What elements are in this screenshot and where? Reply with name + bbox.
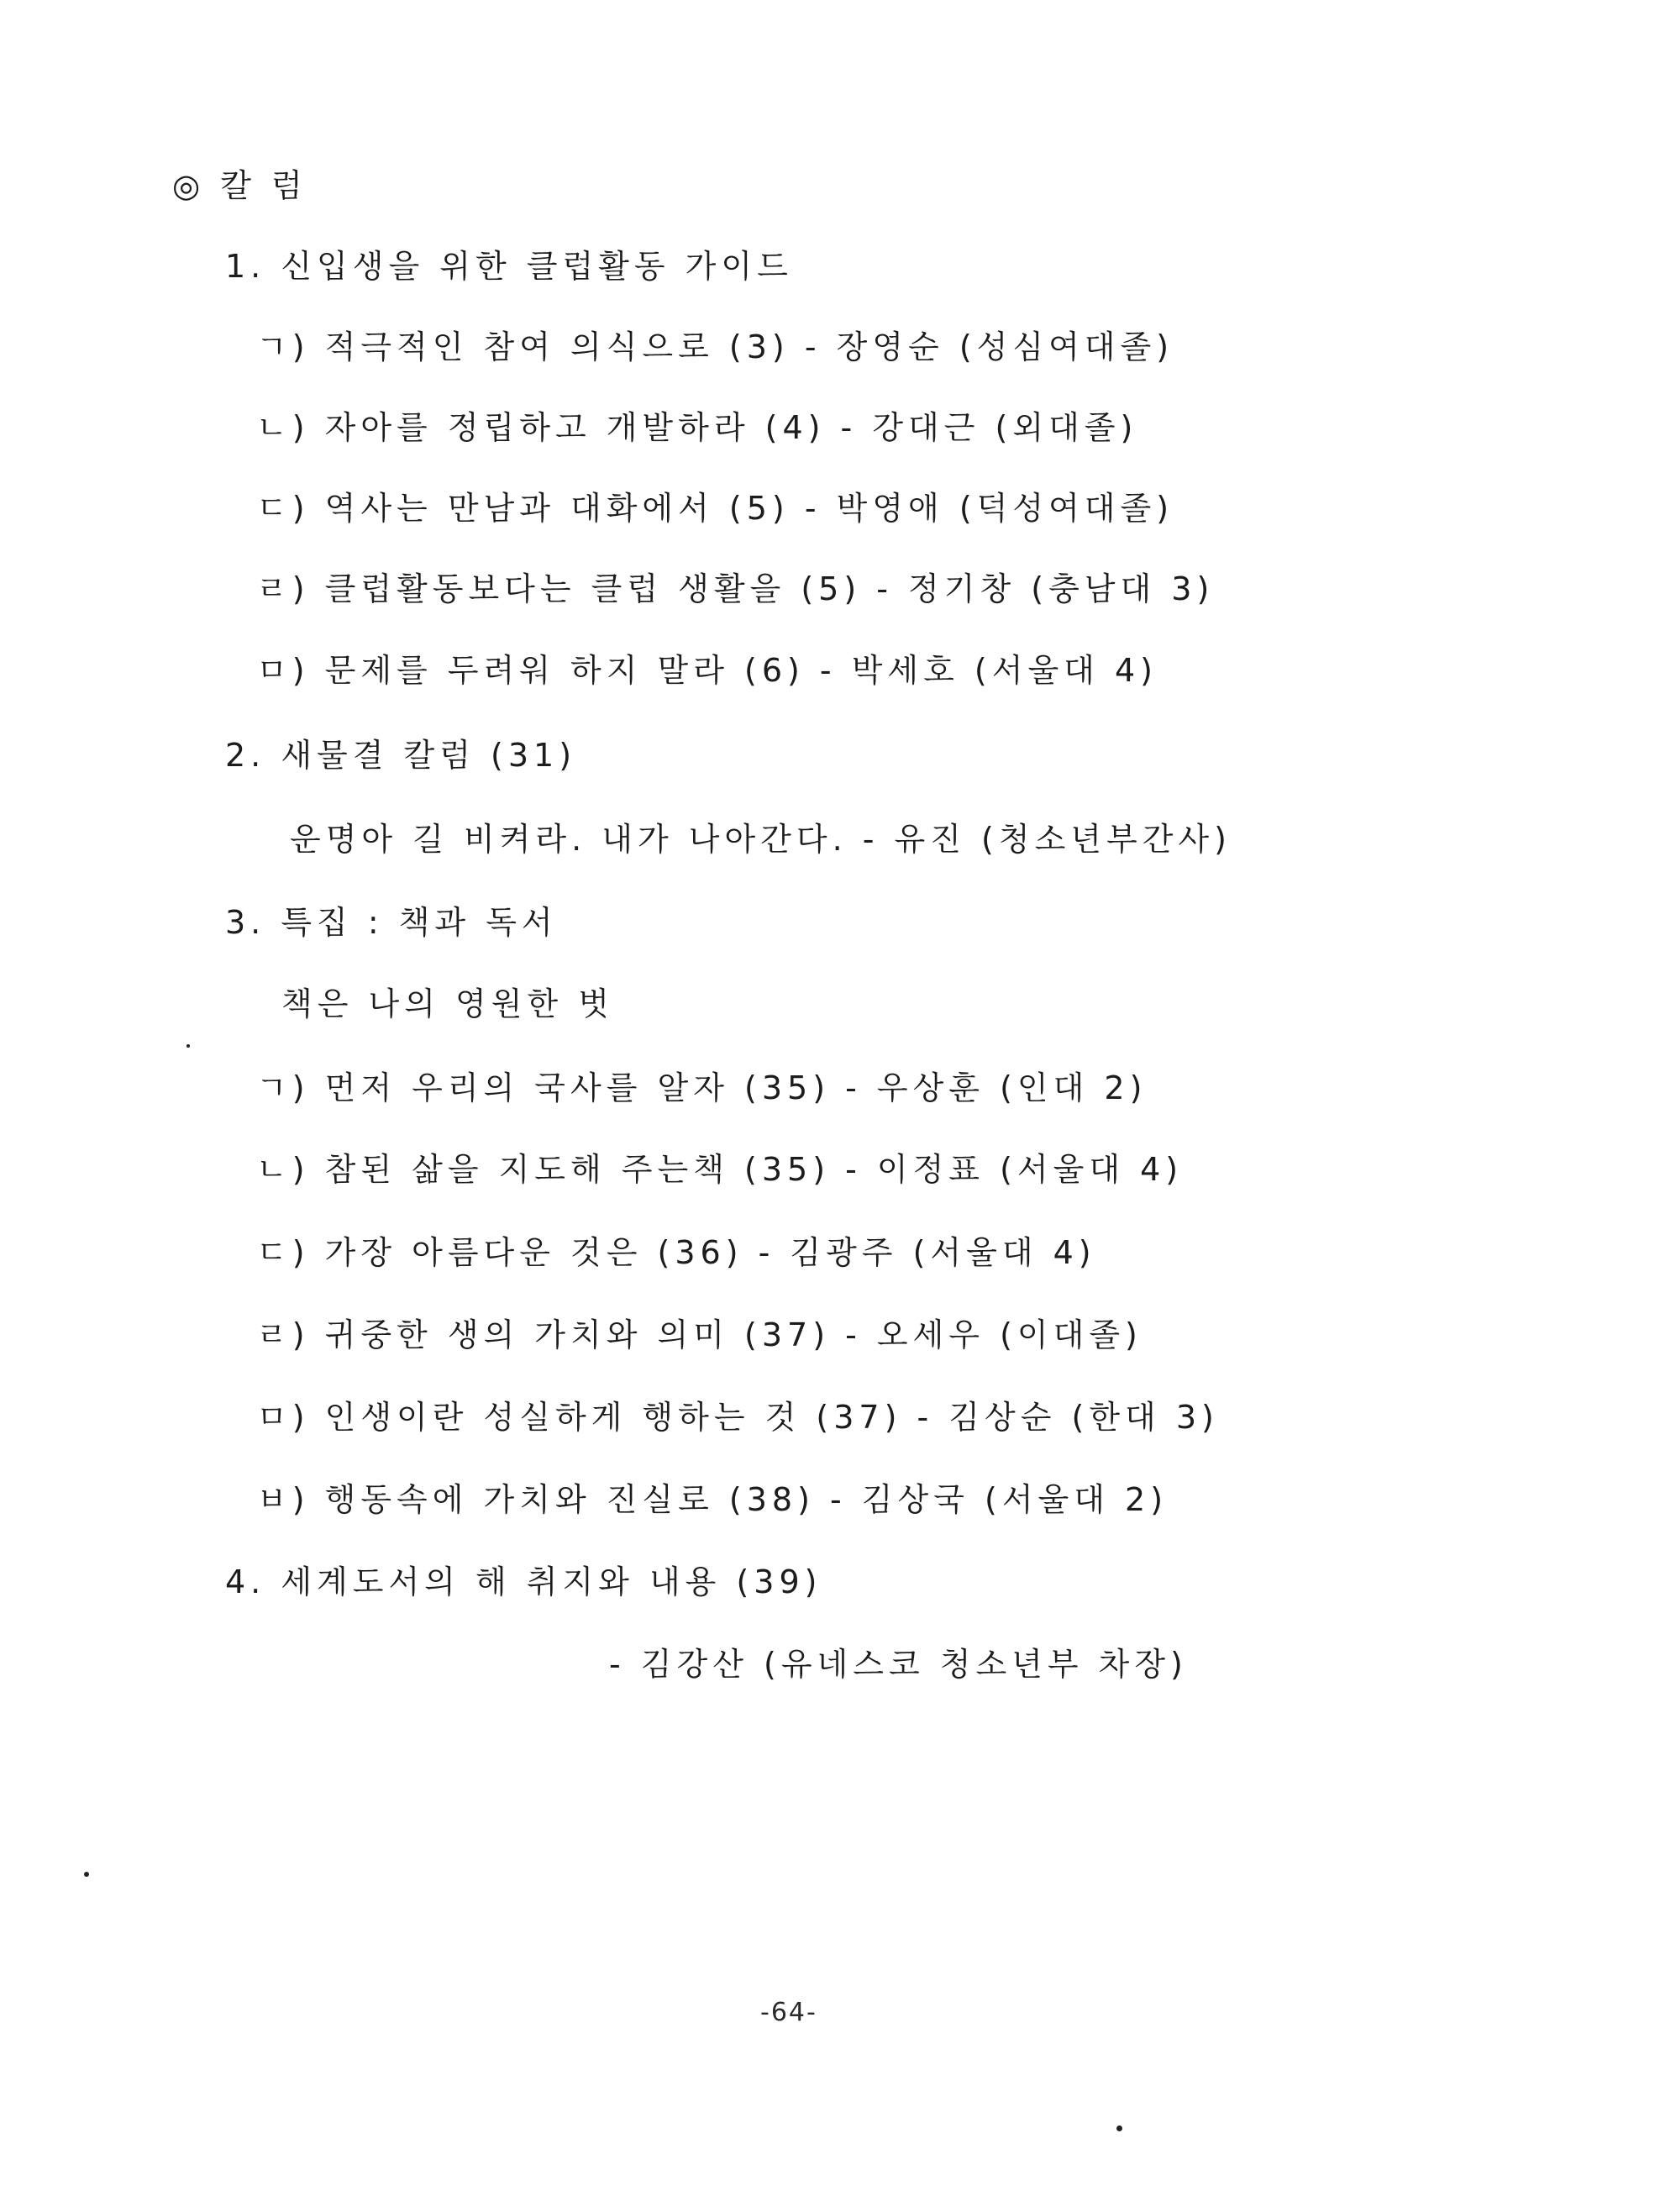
section-heading: ◎ 칼 럼 xyxy=(172,167,307,204)
scan-speck xyxy=(1116,2125,1122,2131)
scan-speck xyxy=(84,1872,89,1877)
entry-2-1: 운명아 길 비켜라. 내가 나아간다. - 유진 (청소년부간사) xyxy=(290,821,1232,858)
entry-3-6: ㅂ) 행동속에 가치와 진실로 (38) - 김상국 (서울대 2) xyxy=(256,1481,1169,1518)
entry-3-4: ㄹ) 귀중한 생의 가치와 의미 (37) - 오세우 (이대졸) xyxy=(256,1316,1143,1353)
entry-1-4: ㄹ) 클럽활동보다는 클럽 생활을 (5) - 정기창 (충남대 3) xyxy=(256,570,1215,607)
entry-1-1: ㄱ) 적극적인 참여 의식으로 (3) - 장영순 (성심여대졸) xyxy=(256,328,1174,365)
subheading-3: 책은 나의 영원한 벗 xyxy=(281,985,614,1022)
item-heading-1: 1. 신입생을 위한 클럽활동 가이드 xyxy=(225,248,793,285)
entry-1-2: ㄴ) 자아를 정립하고 개발하라 (4) - 강대근 (외대졸) xyxy=(256,409,1138,446)
item-heading-3: 3. 특집 : 책과 독서 xyxy=(225,904,558,941)
entry-1-5: ㅁ) 문제를 두려워 하지 말라 (6) - 박세호 (서울대 4) xyxy=(256,652,1158,689)
entry-4-author: - 김강산 (유네스코 청소년부 차장) xyxy=(609,1646,1188,1683)
item-heading-2: 2. 새물결 칼럼 (31) xyxy=(225,737,577,774)
entry-3-5: ㅁ) 인생이란 성실하게 행하는 것 (37) - 김상순 (한대 3) xyxy=(256,1399,1219,1436)
entry-1-3: ㄷ) 역사는 만남과 대화에서 (5) - 박영애 (덕성여대졸) xyxy=(256,490,1174,527)
entry-3-1: ㄱ) 먼저 우리의 국사를 알자 (35) - 우상훈 (인대 2) xyxy=(256,1069,1148,1106)
item-heading-4: 4. 세계도서의 해 취지와 내용 (39) xyxy=(225,1563,822,1600)
entry-3-3: ㄷ) 가장 아름다운 것은 (36) - 김광주 (서울대 4) xyxy=(256,1234,1096,1271)
page-number: -64- xyxy=(760,1998,817,2027)
scan-speck xyxy=(186,1044,190,1048)
entry-3-2: ㄴ) 참된 삶을 지도해 주는책 (35) - 이정표 (서울대 4) xyxy=(256,1151,1184,1188)
